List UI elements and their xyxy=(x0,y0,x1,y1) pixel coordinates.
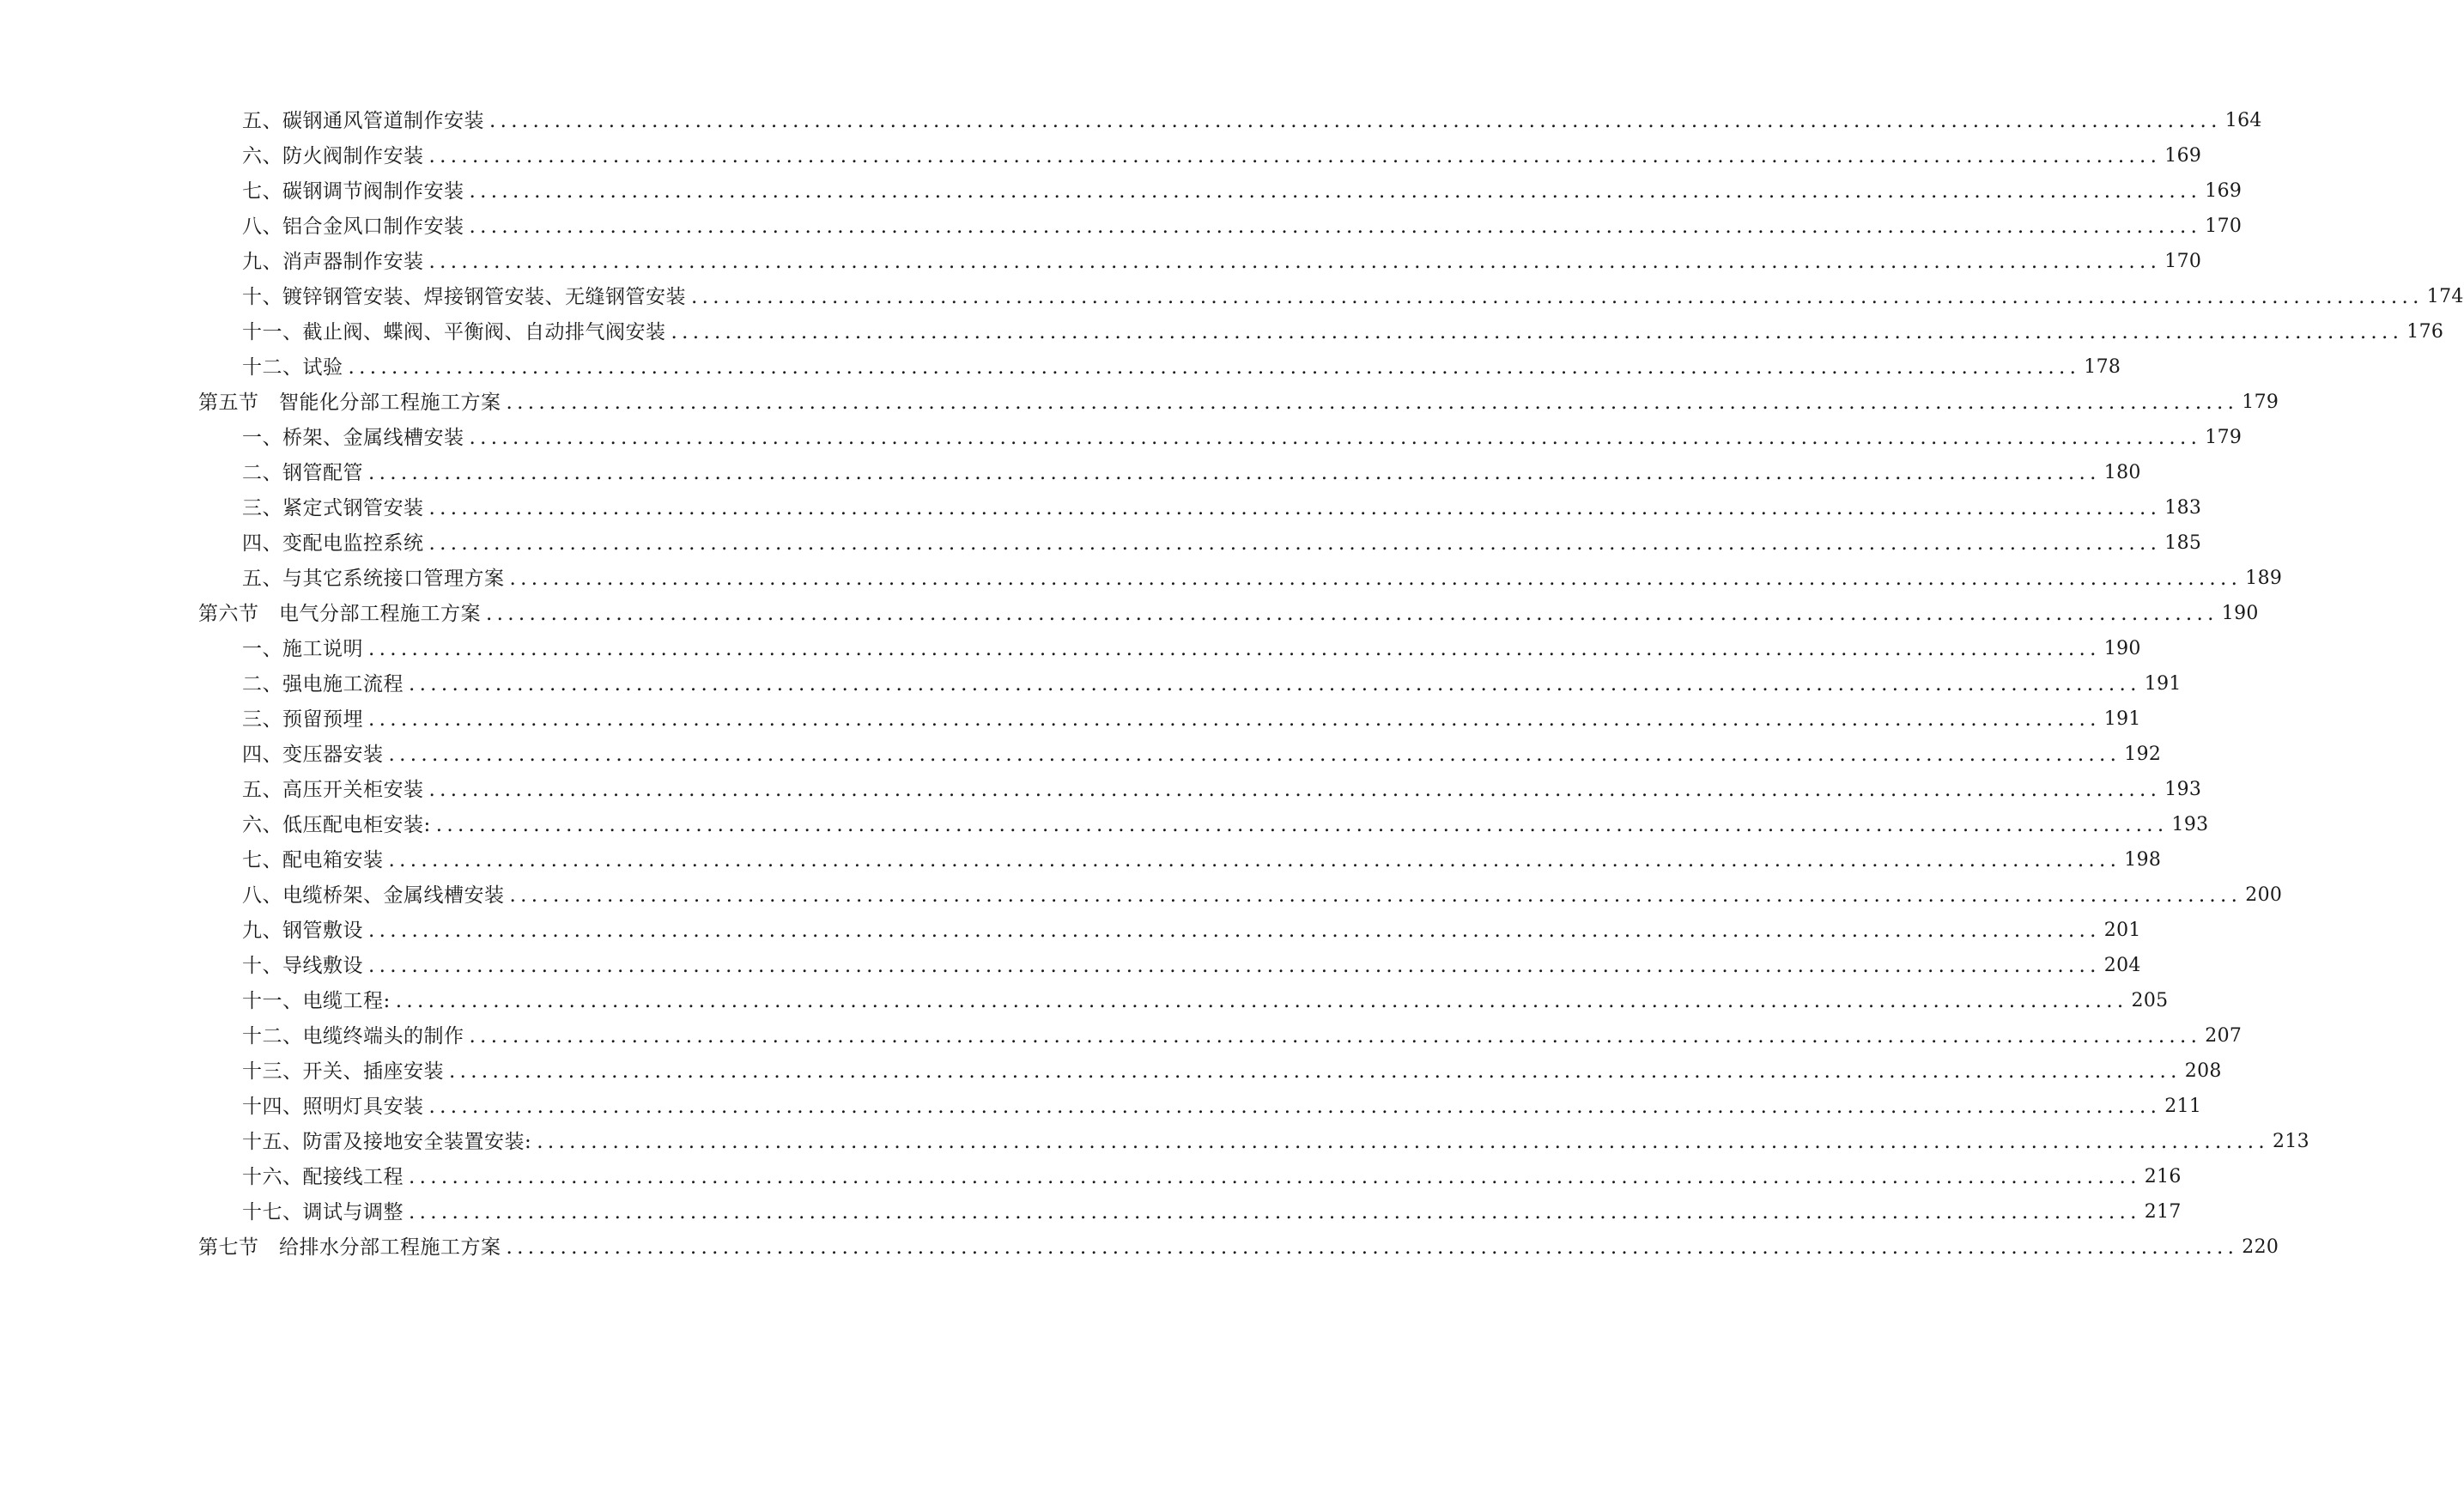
toc-entry-title: 二、钢管配管 xyxy=(242,462,363,484)
toc-entry[interactable] xyxy=(242,135,2202,169)
toc-entry-title: 十七、调试与调整 xyxy=(242,1201,404,1224)
toc-leader-dots: ................................................................................................................................................................ xyxy=(368,955,2101,977)
toc-entry-title: 七、碳钢调节阀制作安装 xyxy=(242,180,464,203)
toc-entry-title: 四、变配电监控系统 xyxy=(242,532,424,555)
toc-entry-title: 六、防火阀制作安装 xyxy=(242,145,424,167)
toc-leader-dots: ................................................................................................................................................................ xyxy=(428,497,2162,519)
toc-entry-title: 十一、电缆工程: xyxy=(242,990,391,1012)
toc-entry-title: 十一、截止阀、蝶阀、平衡阀、自动排气阀安装 xyxy=(242,321,666,343)
toc-section-entry[interactable] xyxy=(198,1226,2279,1260)
toc-entry[interactable] xyxy=(242,311,2444,345)
toc-entry[interactable] xyxy=(242,487,2202,521)
toc-leader-dots: ................................................................................................................................................................ xyxy=(449,1060,2182,1083)
toc-entry[interactable] xyxy=(242,733,2162,768)
toc-entry-title: 二、强电施工流程 xyxy=(242,673,404,695)
toc-leader-dots: ................................................................................................................................................................ xyxy=(506,1236,2239,1259)
toc-entry[interactable] xyxy=(242,1050,2222,1084)
toc-page-number: 207 xyxy=(2205,1025,2242,1047)
toc-leader-dots: ................................................................................................................................................................ xyxy=(428,251,2162,273)
toc-entry[interactable] xyxy=(242,1085,2202,1120)
toc-entry[interactable] xyxy=(242,522,2202,556)
toc-leader-dots: ................................................................................................................................................................ xyxy=(409,1166,2141,1188)
toc-entry-title: 五、高压开关柜安装 xyxy=(242,779,424,801)
toc-page-number: 220 xyxy=(2242,1236,2279,1258)
toc-leader-dots: ................................................................................................................................................................ xyxy=(509,568,2242,590)
toc-entry-title: 十五、防雷及接地安全装置安装: xyxy=(242,1131,532,1153)
toc-entry-title: 十六、配接线工程 xyxy=(242,1166,404,1188)
toc-entry[interactable] xyxy=(242,698,2141,732)
toc-page-number: 192 xyxy=(2124,744,2162,765)
toc-leader-dots: ................................................................................................................................................................ xyxy=(388,849,2121,871)
toc-page-number: 208 xyxy=(2184,1060,2222,1082)
toc-page-number: 183 xyxy=(2164,497,2202,519)
toc-section-title: 第六节 电气分部工程施工方案 xyxy=(198,603,481,625)
toc-entry-title: 六、低压配电柜安装: xyxy=(242,814,431,836)
toc-leader-dots: ................................................................................................................................................................ xyxy=(428,532,2162,555)
toc-leader-dots: ................................................................................................................................................................ xyxy=(486,603,2218,625)
toc-entry[interactable] xyxy=(242,874,2283,908)
toc-page-number: 213 xyxy=(2273,1131,2309,1152)
toc-section-entry[interactable] xyxy=(198,381,2279,416)
toc-entry-title: 八、铝合金风口制作安装 xyxy=(242,216,464,238)
toc-page-number: 170 xyxy=(2164,251,2202,272)
toc-leader-dots: ................................................................................................................................................................ xyxy=(509,884,2242,907)
toc-page-number: 190 xyxy=(2221,603,2259,624)
toc-section-title: 第七节 给排水分部工程施工方案 xyxy=(198,1236,501,1259)
toc-entry[interactable] xyxy=(242,1191,2182,1225)
toc-leader-dots: ................................................................................................................................................................ xyxy=(435,814,2169,836)
toc-leader-dots: ................................................................................................................................................................ xyxy=(671,321,2404,343)
toc-entry[interactable] xyxy=(242,980,2169,1014)
toc-leader-dots: ................................................................................................................................................................ xyxy=(409,673,2141,695)
toc-entry[interactable] xyxy=(242,276,2464,310)
toc-entry-title: 一、桥架、金属线槽安装 xyxy=(242,427,464,449)
toc-leader-dots: ................................................................................................................................................................ xyxy=(368,638,2101,660)
toc-page-number: 191 xyxy=(2144,673,2182,695)
toc-page-number: 179 xyxy=(2242,392,2279,413)
toc-leader-dots: ................................................................................................................................................................ xyxy=(368,920,2101,942)
toc-leader-dots: ................................................................................................................................................................ xyxy=(348,356,2081,379)
toc-entry[interactable] xyxy=(242,452,2141,486)
toc-leader-dots: ................................................................................................................................................................ xyxy=(469,427,2202,449)
toc-entry[interactable] xyxy=(242,1120,2309,1155)
toc-page-number: 205 xyxy=(2131,990,2169,1011)
toc-entry-title: 三、预留预埋 xyxy=(242,708,363,731)
toc-entry-title: 一、施工说明 xyxy=(242,638,363,660)
toc-page-number: 200 xyxy=(2245,884,2283,906)
toc-leader-dots: ................................................................................................................................................................ xyxy=(395,990,2128,1012)
toc-page-number: 193 xyxy=(2164,779,2202,800)
toc-page-number: 170 xyxy=(2205,216,2242,237)
toc-entry-title: 十三、开关、插座安装 xyxy=(242,1060,444,1083)
toc-leader-dots: ................................................................................................................................................................ xyxy=(428,145,2162,167)
toc-page-number: 191 xyxy=(2103,708,2141,730)
toc-entry-title: 十四、照明灯具安装 xyxy=(242,1096,424,1118)
toc-entry-title: 八、电缆桥架、金属线槽安装 xyxy=(242,884,505,907)
toc-leader-dots: ................................................................................................................................................................ xyxy=(428,1096,2162,1118)
toc-leader-dots: ................................................................................................................................................................ xyxy=(691,286,2424,308)
toc-entry-title: 五、碳钢通风管道制作安装 xyxy=(242,110,484,132)
toc-page-number: 176 xyxy=(2406,321,2444,343)
toc-page-number: 198 xyxy=(2124,849,2162,871)
toc-page-number: 217 xyxy=(2144,1201,2182,1223)
toc-leader-dots: ................................................................................................................................................................ xyxy=(469,216,2202,238)
toc-leader-dots: ................................................................................................................................................................ xyxy=(388,744,2121,766)
toc-page-number: 164 xyxy=(2224,110,2262,131)
toc-entry[interactable] xyxy=(242,909,2141,944)
toc-page-number: 174 xyxy=(2426,286,2464,307)
toc-entry[interactable] xyxy=(242,1156,2182,1190)
toc-page-number: 189 xyxy=(2245,568,2283,589)
toc-entry[interactable] xyxy=(242,170,2242,204)
toc-leader-dots: ................................................................................................................................................................ xyxy=(428,779,2162,801)
toc-entry-title: 十、镀锌钢管安装、焊接钢管安装、无缝钢管安装 xyxy=(242,286,686,308)
toc-page-number: 211 xyxy=(2164,1096,2202,1117)
toc-entry-title: 十二、电缆终端头的制作 xyxy=(242,1025,464,1048)
toc-leader-dots: ................................................................................................................................................................ xyxy=(537,1131,2270,1153)
toc-page-number: 201 xyxy=(2103,920,2141,941)
toc-entry-title: 十二、试验 xyxy=(242,356,343,379)
toc-leader-dots: ................................................................................................................................................................ xyxy=(469,1025,2202,1048)
toc-entry[interactable] xyxy=(242,100,2262,134)
toc-entry[interactable] xyxy=(242,557,2283,592)
toc-page-number: 185 xyxy=(2164,532,2202,554)
toc-entry[interactable] xyxy=(242,346,2121,380)
toc-section-title: 第五节 智能化分部工程施工方案 xyxy=(198,392,501,414)
toc-page-number: 193 xyxy=(2171,814,2209,835)
toc-page-number: 190 xyxy=(2103,638,2141,659)
toc-leader-dots: ................................................................................................................................................................ xyxy=(368,462,2101,484)
toc-page-number: 179 xyxy=(2205,427,2242,448)
toc-leader-dots: ................................................................................................................................................................ xyxy=(469,180,2202,203)
toc-entry[interactable] xyxy=(242,628,2141,662)
toc-entry[interactable] xyxy=(242,944,2141,979)
toc-entry-title: 三、紧定式钢管安装 xyxy=(242,497,424,519)
toc-entry[interactable] xyxy=(242,804,2209,838)
toc-entry-title: 五、与其它系统接口管理方案 xyxy=(242,568,505,590)
toc-entry-title: 七、配电箱安装 xyxy=(242,849,384,871)
toc-page-number: 180 xyxy=(2103,462,2141,483)
toc-page-number: 169 xyxy=(2164,145,2202,167)
toc-entry[interactable] xyxy=(242,1015,2242,1049)
toc-page-number: 216 xyxy=(2144,1166,2182,1187)
toc-entry[interactable] xyxy=(242,416,2242,451)
toc-entry[interactable] xyxy=(242,240,2202,275)
toc-leader-dots: ................................................................................................................................................................ xyxy=(368,708,2101,731)
toc-leader-dots: ................................................................................................................................................................ xyxy=(409,1201,2141,1224)
toc-entry-title: 十、导线敷设 xyxy=(242,955,363,977)
toc-page-number: 204 xyxy=(2103,955,2141,976)
toc-entry[interactable] xyxy=(242,768,2202,803)
toc-section-entry[interactable] xyxy=(198,592,2259,627)
toc-page-number: 178 xyxy=(2084,356,2121,378)
toc-entry-title: 九、钢管敷设 xyxy=(242,920,363,942)
toc-entry[interactable] xyxy=(242,663,2182,697)
toc-entry-title: 四、变压器安装 xyxy=(242,744,384,766)
toc-leader-dots: ................................................................................................................................................................ xyxy=(489,110,2222,132)
toc-page-number: 169 xyxy=(2205,180,2242,202)
toc-entry-title: 九、消声器制作安装 xyxy=(242,251,424,273)
toc-entry[interactable] xyxy=(242,205,2242,240)
toc-entry[interactable] xyxy=(242,839,2162,873)
toc-leader-dots: ................................................................................................................................................................ xyxy=(506,392,2239,414)
